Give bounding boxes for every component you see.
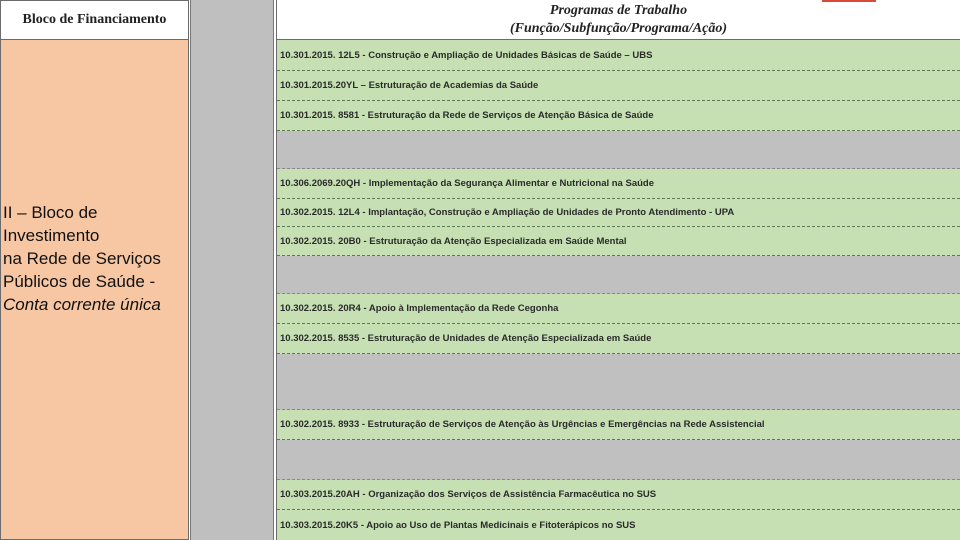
table-row (277, 410, 960, 440)
funding-block-header-label: Bloco de Financiamento (22, 12, 167, 27)
accent-mark (822, 0, 876, 2)
table-row (277, 294, 960, 324)
table-row (277, 510, 960, 540)
block-title-line-2: na Rede de Serviços (3, 249, 161, 268)
table-row (277, 71, 960, 101)
funding-block-header (0, 0, 189, 40)
row-text: 10.302.2015. 20B0 - Estruturação da Atenção Especializada em Saúde Mental (280, 235, 627, 247)
table-row (277, 40, 960, 71)
row-text: 10.301.2015. 12L5 - Construção e Ampliação de Unidades Básicas de Saúde – UBS (280, 49, 653, 61)
row-text: 10.301.2015.20YL – Estruturação de Academias da Saúde (280, 80, 539, 91)
table-row (277, 101, 960, 131)
table-row-empty (277, 131, 960, 169)
work-programs-header-subtitle: (Função/Subfunção/Programa/Ação) (509, 21, 728, 36)
block-title-line-1: II – Bloco de Investimento (3, 203, 100, 245)
table-row-empty (277, 256, 960, 294)
row-text: 10.303.2015.20K5 - Apoio ao Uso de Plantas Medicinais e Fitoterápicos no SUS (280, 519, 636, 531)
table-row-empty (277, 354, 960, 410)
work-programs-header (277, 0, 960, 40)
block-title-line-4: Conta corrente única (3, 295, 161, 314)
table-row (277, 169, 960, 199)
row-text: 10.302.2015. 8933 - Estruturação de Serviços de Atenção às Urgências e Emergências na Rede Assistencial (280, 419, 765, 430)
table-row-empty (277, 440, 960, 480)
row-text: 10.301.2015. 8581 - Estruturação da Rede de Serviços de Atenção Básica de Saúde (280, 110, 654, 121)
work-programs-table (277, 40, 960, 540)
row-text: 10.302.2015. 20R4 - Apoio à Implementação da Rede Cegonha (280, 303, 559, 314)
row-text: 10.306.2069.20QH - Implementação da Segurança Alimentar e Nutricional na Saúde (280, 178, 654, 189)
table-row (277, 324, 960, 354)
row-text: 10.302.2015. 12L4 - Implantação, Construção e Ampliação de Unidades de Pronto Atendimento - UPA (280, 207, 735, 218)
separator-column (190, 0, 274, 540)
row-text: 10.302.2015. 8535 - Estruturação de Unidades de Atenção Especializada em Saúde (280, 333, 652, 344)
work-programs-header-title: Programas de Trabalho (549, 3, 688, 18)
table-row (277, 199, 960, 227)
row-text: 10.303.2015.20AH - Organização dos Serviços de Assistência Farmacêutica no SUS (280, 489, 657, 500)
block-title-line-3: Públicos de Saúde - (3, 272, 156, 291)
table-row (277, 480, 960, 510)
funding-block-title (3, 201, 187, 316)
table-row (277, 227, 960, 256)
